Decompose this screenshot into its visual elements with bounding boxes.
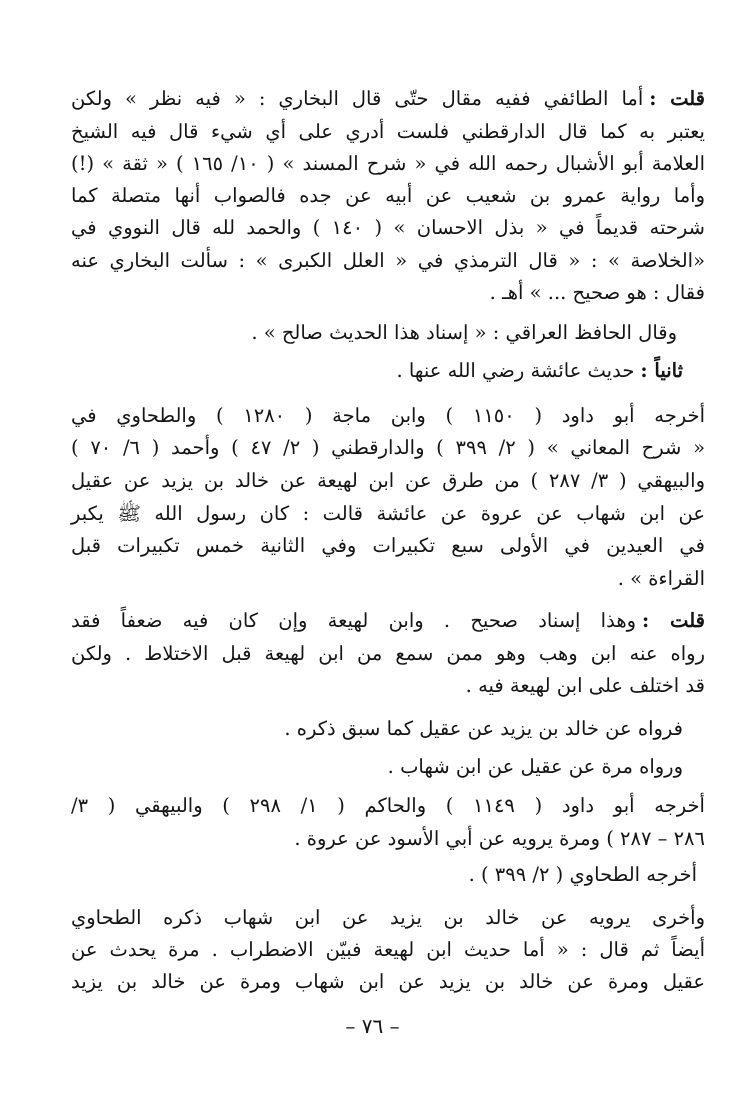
line-text: في العيدين في الأولى سبع تكبيرات وفي الثانية خمس تكبيرات قبل — [71, 534, 705, 557]
line-text: حديث عائشة رضي الله عنها . — [396, 359, 635, 382]
text-line-6 — [71, 246, 705, 276]
line-text: رواه عنه ابن وهب وهو ممن سمع من ابن لهيعة قبل الاختلاط . ولكن — [71, 642, 705, 665]
line-text: أما الطائفي ففيه مقال حتّى قال البخاري : « فيه نظر » ولكن — [71, 87, 644, 110]
qultu-label: قلت : — [649, 87, 705, 110]
line-text: أخرجه الطحاوي ( ٢/ ٣٩٩ ) . — [468, 863, 697, 886]
text-line-5 — [71, 213, 705, 243]
text-line-7 — [30, 278, 705, 308]
line-text: عن ابن شهاب عن عروة عن عائشة قالت : كان رسول الله ﷺ يكبر — [71, 502, 705, 525]
text-line-11 — [71, 433, 705, 463]
text-line-3 — [71, 149, 705, 179]
line-text: أخرجه أبو داود ( ١١٤٩ ) والحاكم ( ١/ ٢٩٨ ) والبيهقي ( ٣/ — [71, 794, 705, 817]
qultu-label: قلت : — [642, 609, 705, 632]
line-text: العلامة أبو الأشبال رحمه الله في « شرح المسند » ( ١٠/ ١٦٥ ) « ثقة » (!) — [71, 152, 705, 175]
page-number: – ٧٦ – — [345, 1014, 400, 1038]
line-text: « شرح المعاني » ( ٢/ ٣٩٩ ) والدارقطني ( ٢/ ٤٧ ) وأحمد ( ٦/ ٧٠ ) — [71, 436, 706, 459]
line-text: شرحته قديماً في « بذل الاحسان » ( ١٤٠ ) والحمد لله قال النووي في — [71, 216, 706, 239]
line-text: ورواه مرة عن عقيل عن ابن شهاب . — [387, 755, 683, 778]
text-line-13 — [71, 499, 705, 529]
line-text: وهذا إسناد صحيح . وابن لهيعة وإن كان فيه ضعفاً فقد — [71, 609, 637, 632]
text-line-26 — [71, 967, 705, 997]
text-line-16 — [71, 606, 705, 636]
line-text: فقال : هو صحيح ... » أهـ . — [489, 281, 705, 304]
line-text: يعتبر به كما قال الدارقطني فلست أدري على أي شيء قال فيه الشيخ — [71, 120, 705, 143]
line-text: ٢٨٦ – ٢٨٧ ) ومرة يرويه عن أبي الأسود عن عروة . — [294, 827, 705, 850]
text-line-18 — [30, 671, 705, 701]
text-line-15 — [30, 564, 705, 594]
text-line-22 — [30, 824, 705, 854]
section-heading-second — [30, 356, 683, 386]
line-text: فرواه عن خالد بن يزيد عن عقيل كما سبق ذكره . — [284, 717, 683, 740]
text-line-8 — [30, 318, 677, 348]
text-line-25 — [71, 935, 705, 965]
line-text: عقيل ومرة عن خالد بن يزيد عن ابن شهاب ومرة عن خالد بن يزيد — [71, 970, 705, 993]
line-text: أخرجه أبو داود ( ١١٥٠ ) وابن ماجة ( ١٢٨٠ ) والطحاوي في — [71, 404, 705, 427]
text-line-20 — [30, 752, 683, 782]
line-text: وقال الحافظ العراقي : « إسناد هذا الحديث صالح » . — [251, 321, 677, 344]
text-line-21 — [71, 791, 705, 821]
thaniyan-label: ثانياً : — [640, 359, 683, 382]
line-text: قد اختلف على ابن لهيعة فيه . — [465, 674, 705, 697]
line-text: وأخرى يرويه عن خالد بن يزيد عن ابن شهاب ذكره الطحاوي — [71, 906, 705, 929]
text-line-23 — [30, 860, 697, 890]
text-line-10 — [71, 401, 705, 431]
text-line-17 — [71, 639, 705, 669]
line-text: وأما رواية عمرو بن شعيب عن أبيه عن جده فالصواب أنها متصلة كما — [71, 184, 705, 207]
line-text: أيضاً ثم قال : « أما حديث ابن لهيعة فبيّن الاضطراب . مرة يحدث عن — [71, 938, 705, 961]
text-line-2 — [71, 117, 705, 147]
line-text: القراءة » . — [617, 567, 705, 590]
text-line-14 — [71, 531, 705, 561]
text-line-4 — [71, 181, 705, 211]
text-line-19 — [30, 714, 683, 744]
text-line-12 — [71, 466, 705, 496]
line-text: «الخلاصة » : « قال الترمذي في « العلل الكبرى » : سألت البخاري عنه — [71, 249, 705, 272]
text-line-24 — [71, 903, 705, 933]
text-line-1 — [71, 84, 705, 114]
line-text: والبيهقي ( ٣/ ٢٨٧ ) من طرق عن ابن لهيعة عن خالد بن يزيد عن عقيل — [71, 469, 706, 492]
